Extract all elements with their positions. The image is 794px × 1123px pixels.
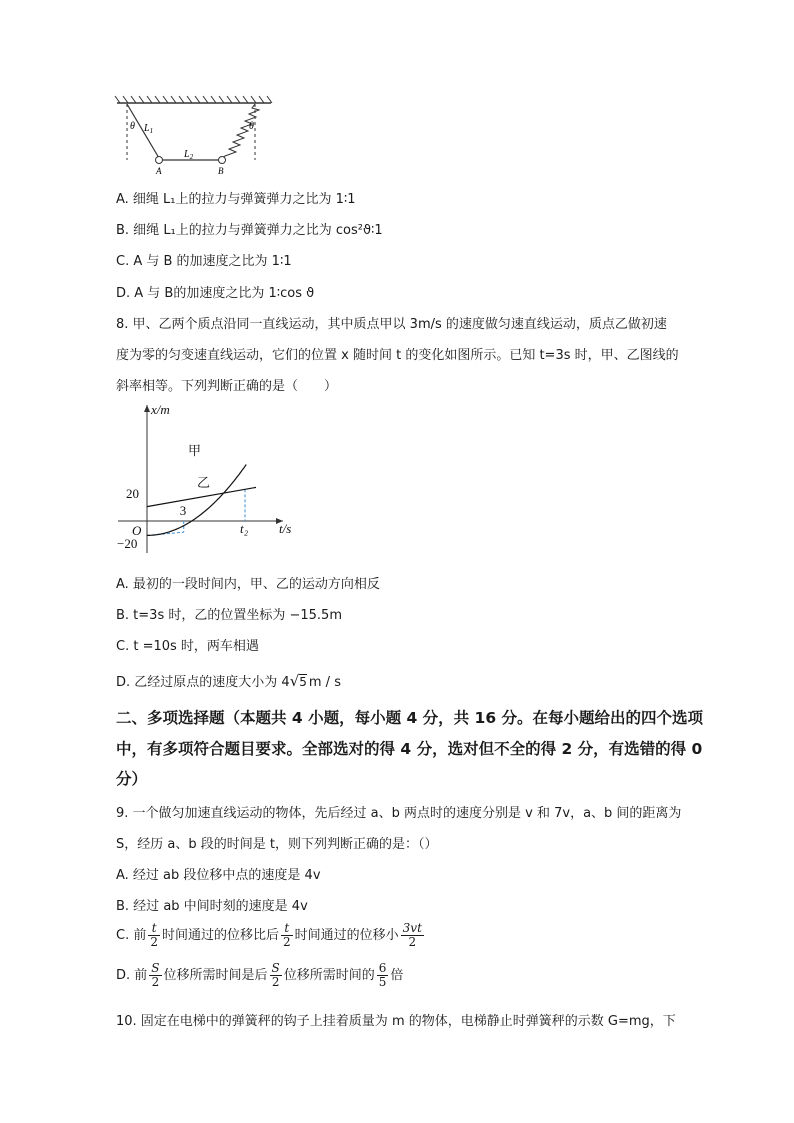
theta-left-label: θ [130, 121, 135, 132]
tick-label-3: 3 [179, 503, 187, 518]
series-label-yi: 乙 [197, 475, 211, 490]
q7-option-b: B. 细绳 L₁上的拉力与弹簧弹力之比为 cos²ϑ∶1 [116, 223, 383, 238]
tick-label-t2: t₂ [240, 521, 249, 536]
fraction-t-over-2: $\frac{t}{2}$ [150, 921, 158, 949]
q7-option-c: C. A 与 B 的加速度之比为 1∶1 [116, 254, 292, 269]
L2-label: $L_2$ [184, 149, 194, 161]
theta-right-label: θ [249, 121, 254, 132]
q9-d-text3: 位移所需时间的 [283, 968, 375, 983]
mass-B [219, 157, 226, 164]
q9-d-text1: D. 前 [116, 968, 148, 983]
q9-option-c [116, 922, 426, 949]
L1-label: $L_1$ [144, 123, 154, 135]
series-label-jia: 甲 [188, 443, 202, 458]
section2-heading-line3: 分） [116, 770, 148, 788]
tick-label-minus20: −20 [117, 536, 138, 551]
q9-c-text2: 时间通过的位移比后 [161, 928, 279, 943]
fraction-S-over-2: $\frac{S}{2}$ [151, 961, 160, 989]
sqrt-radicand: 5 [299, 675, 307, 689]
sqrt-sign: √ [289, 672, 300, 690]
fraction-S-over-2: $\frac{S}{2}$ [271, 961, 280, 989]
fraction-t-over-2: $\frac{t}{2}$ [283, 921, 291, 949]
q8-option-b: B. t=3s 时，乙的位置坐标为 −15.5m [116, 608, 342, 623]
x-axis-label: t/s [279, 521, 292, 536]
q9-c-text1: C. 前 [116, 928, 147, 943]
spring-rope-figure [0, 0, 794, 190]
q8-stem-line2: 度为零的匀变速直线运动，它们的位置 x 随时间 t 的变化如图所示。已知 t=3s 时，甲、乙图线的 [116, 348, 679, 363]
q8-option-a: A. 最初的一段时间内，甲、乙的运动方向相反 [116, 577, 380, 592]
q8-option-d [116, 671, 341, 690]
A-label: A [156, 166, 162, 176]
fraction-3vt-over-2: $\frac{3vt}{2}$ [402, 921, 422, 949]
xt-chart [0, 395, 794, 565]
y-axis-label: x/m [151, 402, 170, 417]
q8-stem-line1: 8. 甲、乙两个质点沿同一直线运动，其中质点甲以 3m/s 的速度做匀速直线运动，质点乙做初速 [116, 317, 667, 332]
q9-option-d [116, 962, 403, 989]
q8-option-d-text: D. 乙经过原点的速度大小为 4 [116, 675, 290, 690]
q8-option-c: C. t =10s 时，两车相遇 [116, 639, 259, 654]
chart-labels [117, 402, 291, 551]
q7-option-a: A. 细绳 L₁上的拉力与弹簧弹力之比为 1∶1 [116, 192, 356, 207]
q9-stem-line1: 9. 一个做匀加速直线运动的物体，先后经过 a、b 两点时的速度分别是 v 和 7v，a、b 间的距离为 [116, 806, 682, 821]
mass-A [156, 157, 163, 164]
origin-label: O [132, 523, 142, 538]
q10-stem-line1: 10. 固定在电梯中的弹簧秤的钩子上挂着质量为 m 的物体，电梯静止时弹簧秤的示数 G=mg，下 [116, 1014, 676, 1029]
series-jia-line [147, 487, 256, 506]
tick-label-20: 20 [126, 486, 139, 501]
B-label: B [218, 166, 224, 176]
q8-option-d-unit: m / s [308, 675, 341, 690]
fraction-6-over-5: $\frac{6}{5}$ [378, 961, 387, 989]
q9-d-text4: 倍 [390, 968, 404, 983]
section2-heading-line1: 二、多项选择题（本题共 4 小题，每小题 4 分，共 16 分。在每小题给出的四个选项 [116, 709, 704, 727]
q7-option-d: D. A 与 B的加速度之比为 1∶cos ϑ [116, 286, 315, 301]
q9-option-a: A. 经过 ab 段位移中点的速度是 4v [116, 868, 321, 883]
y-axis-arrow [144, 405, 150, 412]
q9-d-text2: 位移所需时间是后 [163, 968, 268, 983]
q8-stem-line3: 斜率相等。下列判断正确的是（ ） [116, 379, 338, 394]
q9-option-b: B. 经过 ab 中间时刻的速度是 4v [116, 899, 308, 914]
ceiling [115, 96, 272, 103]
section2-heading-line2: 中，有多项符合题目要求。全部选对的得 4 分，选对但不全的得 2 分，有选错的得 0 [116, 740, 703, 758]
q9-c-text3: 时间通过的位移小 [294, 928, 399, 943]
q9-stem-line2: S，经历 a、b 段的时间是 t，则下列判断正确的是：（） [116, 837, 438, 852]
